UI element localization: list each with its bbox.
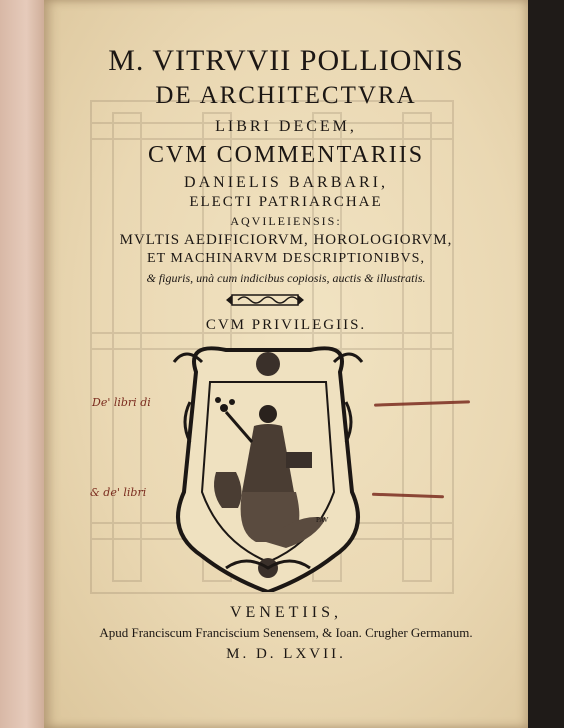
marginal-note-left-2: & de' libri <box>90 486 147 499</box>
scan-background <box>528 0 564 728</box>
imprint-printers: Apud Franciscum Franciscium Senensem, & Ioan. Crugher Germanum. <box>99 625 473 640</box>
title-see: AQVILEIENSIS: <box>230 214 342 228</box>
adjacent-page-edge <box>0 0 45 728</box>
imprint-date: M. D. LXVII. <box>226 646 346 662</box>
printers-device-icon <box>166 342 370 592</box>
title-work: DE ARCHITECTVRA <box>155 82 417 109</box>
marginal-note-left-1: De' libri di <box>92 396 151 409</box>
title-books: LIBRI DECEM, <box>215 118 357 135</box>
privilege-line: CVM PRIVILEGIIS. <box>205 317 367 333</box>
title-descriptions-1: MVLTIS AEDIFICIORVM, HOROLOGIORVM, <box>119 232 453 248</box>
title-commentary: CVM COMMENTARIIS <box>147 142 425 168</box>
imprint-place: VENETIIS, <box>230 604 342 621</box>
ornament-fleuron-icon <box>226 292 304 308</box>
device-motto: PAV <box>316 516 329 524</box>
title-figures: & figuris, unà cum indicibus copiosis, auctis & illustratis. <box>146 271 426 285</box>
title-office: ELECTI PATRIARCHAE <box>189 194 383 210</box>
title-descriptions-2: ET MACHINARVM DESCRIPTIONIBVS, <box>147 251 425 266</box>
title-author: M. VITRVVII POLLIONIS <box>108 44 464 77</box>
title-commentator: DANIELIS BARBARI, <box>184 174 388 191</box>
